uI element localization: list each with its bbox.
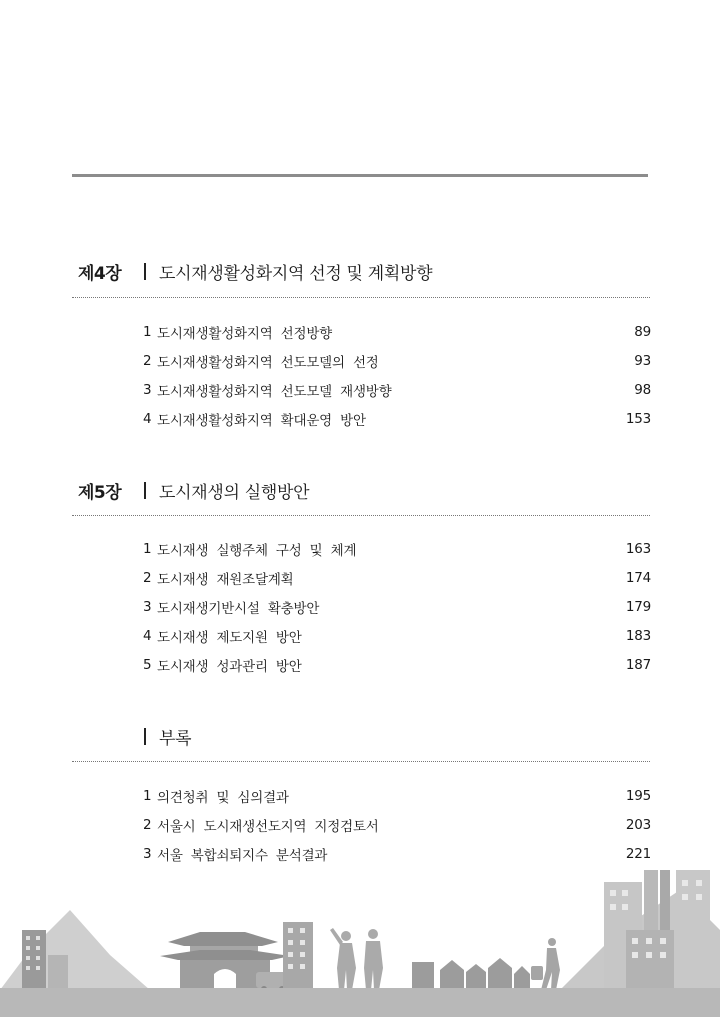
city-skyline-illustration bbox=[0, 870, 720, 1017]
entry-number: 3 bbox=[143, 382, 152, 398]
entry-label: 의견청취 및 심의결과 bbox=[157, 790, 289, 806]
toc-entry[interactable] bbox=[143, 539, 651, 559]
entry-page: 195 bbox=[625, 788, 651, 804]
chapter-4-heading bbox=[78, 256, 432, 286]
entry-number: 3 bbox=[143, 846, 152, 862]
dotted-rule bbox=[72, 515, 650, 516]
entry-number: 2 bbox=[143, 353, 152, 369]
chapter-title: 도시재생활성화지역 선정 및 계획방향 bbox=[159, 263, 433, 284]
building-shape bbox=[22, 930, 46, 990]
toc-entry[interactable] bbox=[143, 568, 651, 588]
entry-label: 도시재생활성화지역 선도모델의 선정 bbox=[157, 355, 379, 371]
chapter-divider bbox=[144, 728, 146, 745]
entry-number: 2 bbox=[143, 570, 152, 586]
toc-entry[interactable] bbox=[143, 351, 651, 371]
entry-page: 98 bbox=[634, 382, 651, 398]
toc-entry[interactable] bbox=[143, 597, 651, 617]
entry-label: 도시재생 성과관리 방안 bbox=[157, 659, 302, 675]
entry-number: 2 bbox=[143, 817, 152, 833]
toc-entry[interactable] bbox=[143, 380, 651, 400]
building-shape bbox=[283, 922, 313, 990]
dotted-rule bbox=[72, 761, 650, 762]
traveler-figure bbox=[531, 938, 560, 990]
entry-number: 4 bbox=[143, 628, 152, 644]
entry-label: 도시재생 제도지원 방안 bbox=[157, 630, 302, 646]
entry-page: 89 bbox=[634, 324, 651, 340]
entry-page: 183 bbox=[625, 628, 651, 644]
entry-number: 1 bbox=[143, 788, 152, 804]
entry-label: 도시재생기반시설 확충방안 bbox=[157, 601, 320, 617]
top-rule bbox=[72, 174, 648, 177]
entry-label: 도시재생활성화지역 선정방향 bbox=[157, 326, 333, 342]
toc-entry[interactable] bbox=[143, 815, 651, 835]
chapter-divider bbox=[144, 263, 146, 280]
chapter-title: 부록 bbox=[159, 728, 192, 749]
entry-label: 도시재생 재원조달계획 bbox=[157, 572, 294, 588]
entry-page: 179 bbox=[625, 599, 651, 615]
toc-entry[interactable] bbox=[143, 322, 651, 342]
entry-page: 174 bbox=[625, 570, 651, 586]
entry-number: 3 bbox=[143, 599, 152, 615]
entry-label: 서울 복합쇠퇴지수 분석결과 bbox=[157, 848, 328, 864]
toc-entry[interactable] bbox=[143, 409, 651, 429]
entry-number: 4 bbox=[143, 411, 152, 427]
entry-label: 서울시 도시재생선도지역 지정검토서 bbox=[157, 819, 379, 835]
entry-number: 5 bbox=[143, 657, 152, 673]
building-shape bbox=[48, 955, 68, 990]
appendix-heading bbox=[78, 721, 191, 751]
entry-number: 1 bbox=[143, 541, 152, 557]
entry-page: 153 bbox=[625, 411, 651, 427]
entry-page: 163 bbox=[625, 541, 651, 557]
toc-entry[interactable] bbox=[143, 786, 651, 806]
entry-label: 도시재생활성화지역 확대운영 방안 bbox=[157, 413, 366, 429]
chapter-divider bbox=[144, 482, 146, 499]
entry-page: 93 bbox=[634, 353, 651, 369]
ground-band bbox=[0, 988, 720, 1017]
gate-roof-shape bbox=[168, 932, 278, 946]
entry-label: 도시재생 실행주체 구성 및 체계 bbox=[157, 543, 357, 559]
house-shapes bbox=[412, 958, 530, 990]
chapter-title: 도시재생의 실행방안 bbox=[159, 482, 310, 503]
chapter-5-heading bbox=[78, 475, 309, 505]
people-figures bbox=[330, 928, 383, 990]
entry-page: 221 bbox=[625, 846, 651, 862]
toc-entry[interactable] bbox=[143, 844, 651, 864]
entry-number: 1 bbox=[143, 324, 152, 340]
chapter-number: 제4장 bbox=[78, 263, 122, 284]
entry-page: 187 bbox=[625, 657, 651, 673]
toc-entry[interactable] bbox=[143, 655, 651, 675]
entry-label: 도시재생활성화지역 선도모델 재생방향 bbox=[157, 384, 392, 400]
dotted-rule bbox=[72, 297, 650, 298]
building-shape bbox=[676, 870, 710, 990]
chapter-number: 제5장 bbox=[78, 482, 122, 503]
toc-entry[interactable] bbox=[143, 626, 651, 646]
entry-page: 203 bbox=[625, 817, 651, 833]
